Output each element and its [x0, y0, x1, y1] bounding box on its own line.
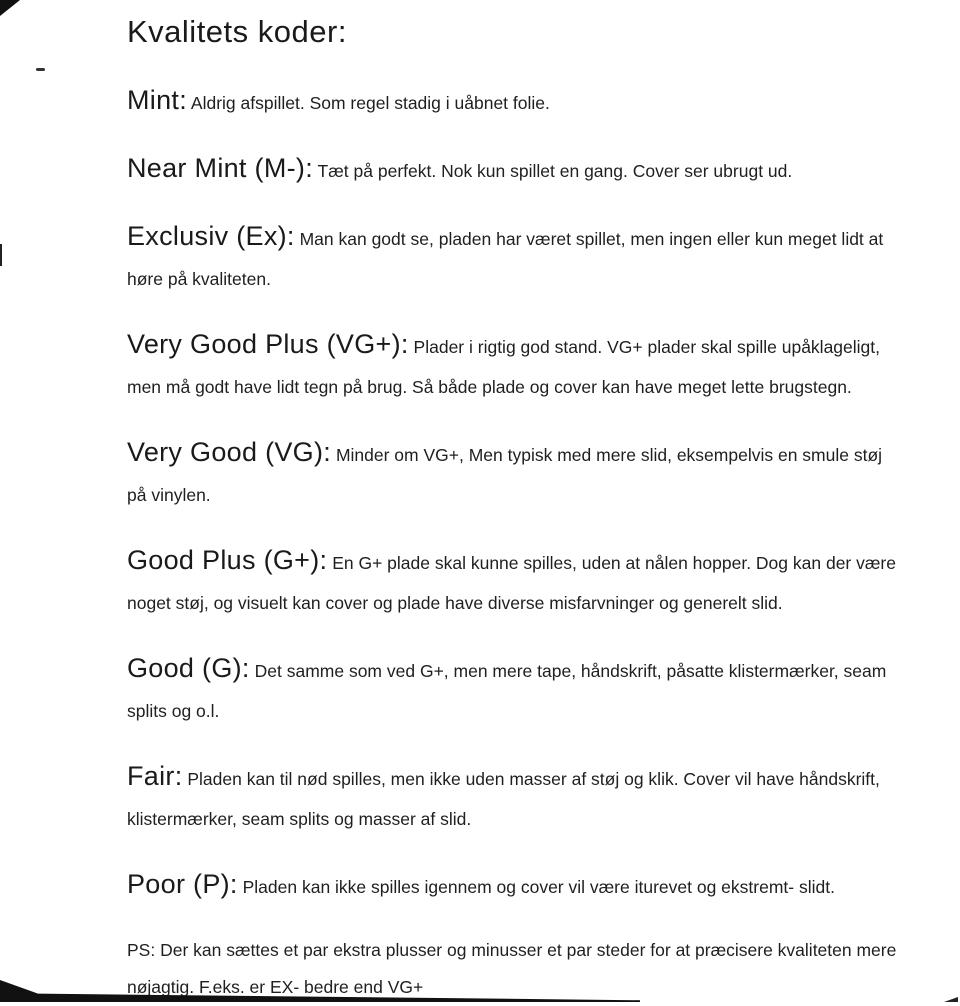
grade-entry-good — [127, 648, 897, 731]
grade-description: Pladen kan ikke spilles igennem og cover vil være iturevet og ekstremt- slidt. — [242, 877, 835, 897]
grade-description: Det samme som ved G+, men mere tape, håndskrift, påsatte klistermærker, seam splits og o.l. — [127, 661, 887, 721]
page-title: Kvalitets koder: — [127, 14, 347, 49]
document-page — [127, 0, 897, 1006]
grade-term: Exclusiv (Ex): — [127, 221, 295, 251]
grade-term: Poor (P): — [127, 869, 238, 899]
scan-artifact-bottom-right — [944, 997, 958, 1002]
grade-entry-very-good — [127, 432, 897, 515]
grade-entry-fair — [127, 756, 897, 839]
grade-description: Pladen kan til nød spilles, men ikke uden masser af støj og klik. Cover vil have håndskrift, klistermærker, seam splits og masser af slid. — [127, 769, 880, 829]
grade-term: Very Good Plus (VG+): — [127, 329, 409, 359]
grade-description: Minder om VG+, Men typisk med mere slid, eksempelvis en smule støj på vinylen. — [127, 445, 883, 505]
grade-description: En G+ plade skal kunne spilles, uden at nålen hopper. Dog kan der være noget støj, og visuelt kan cover og plade have diverse misfarvninger og generelt slid. — [127, 553, 896, 613]
grade-term: Good Plus (G+): — [127, 545, 328, 575]
ps-note: PS: Der kan sættes et par ekstra plusser og minusser et par steder for at præcisere kvaliteten mere nøjagtig. F.eks. er EX- bedre end VG+ — [127, 940, 897, 997]
grade-term: Mint: — [127, 85, 188, 115]
scan-artifact-left-line — [0, 244, 2, 266]
grade-description: Tæt på perfekt. Nok kun spillet en gang. Cover ser ubrugt ud. — [317, 161, 793, 181]
grade-term: Good (G): — [127, 653, 250, 683]
grade-description: Plader i rigtig god stand. VG+ plader skal spille upåklageligt, men må godt have lidt tegn på brug. Så både plade og cover kan have meget lette brugstegn. — [127, 337, 880, 397]
scan-artifact-left-dash — [36, 68, 45, 71]
grade-entry-near-mint — [127, 148, 897, 191]
grade-entry-good-plus — [127, 540, 897, 623]
grade-description: Aldrig afspillet. Som regel stadig i uåbnet folie. — [190, 93, 550, 113]
grade-term: Near Mint (M-): — [127, 153, 313, 183]
grade-entry-exclusiv — [127, 216, 897, 299]
grade-description: Man kan godt se, pladen har været spillet, men ingen eller kun meget lidt at høre på kvaliteten. — [127, 229, 884, 289]
grade-entry-mint — [127, 80, 897, 123]
grade-term: Very Good (VG): — [127, 437, 332, 467]
scan-artifact-top-left — [0, 0, 20, 16]
grade-term: Fair: — [127, 761, 183, 791]
grade-entry-poor — [127, 864, 897, 907]
grade-entry-very-good-plus — [127, 324, 897, 407]
